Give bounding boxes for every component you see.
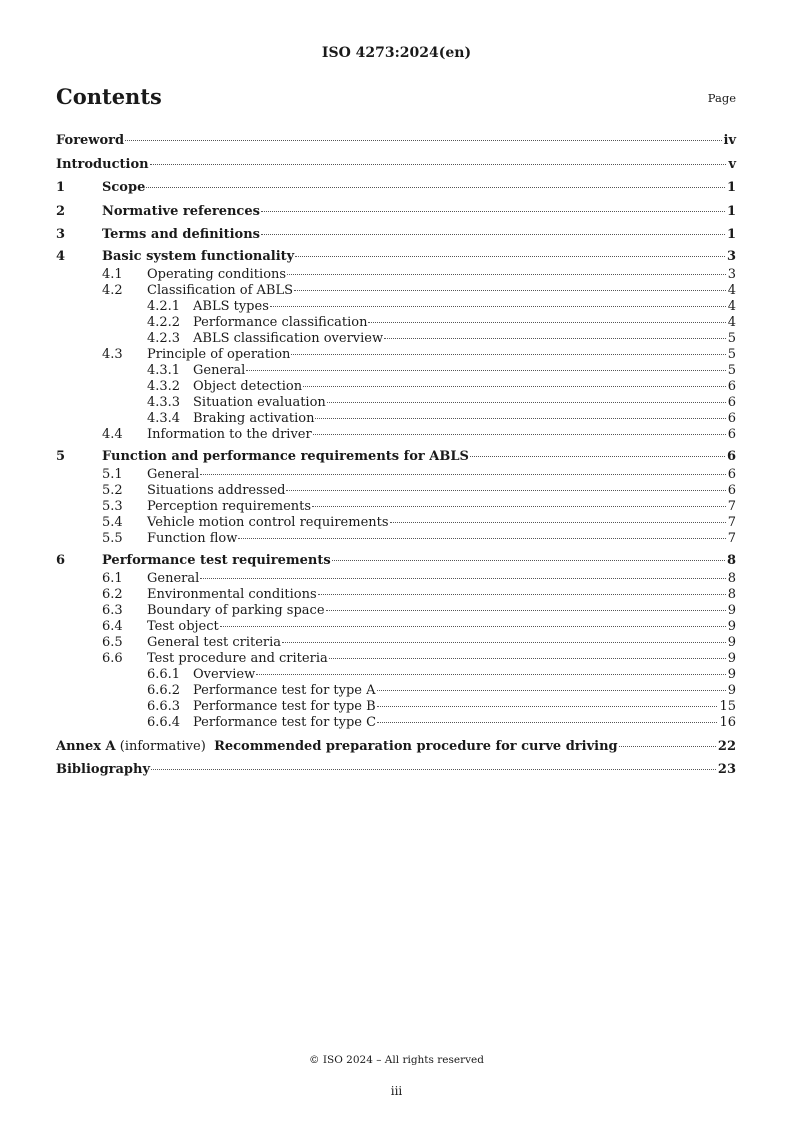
toc-entry-title: Basic system functionality [102,248,295,264]
toc-entry-number: 4.3.3 [147,394,181,410]
toc-entry-number: 3 [56,227,66,242]
toc-entry-4-3-3[interactable] [56,395,736,411]
toc-entry-title: Braking activation [193,410,315,426]
toc-entry-4-2[interactable] [56,283,736,299]
toc-entry-page: 8 [727,570,736,586]
document-header: ISO 4273:2024(en) [321,45,472,61]
toc-entry-2[interactable] [56,200,736,224]
toc-entry-page: 4 [727,298,736,314]
toc-entry-page: 6 [727,378,736,394]
toc-entry-page: 22 [717,738,736,754]
toc-entry-title: Recommended preparation procedure for curve driving [214,738,618,754]
toc-entry-title: Foreword [56,133,125,148]
toc-entry-number: 4.2.3 [147,330,181,346]
toc-entry-title: Boundary of parking space [147,602,325,618]
toc-entry-page: 5 [727,330,736,346]
toc-entry-number: 5.1 [102,466,123,482]
toc-entry-page: 4 [727,282,736,298]
toc-entry-number: 4.2.1 [147,298,181,314]
toc-entry-title: Perception requirements [147,498,312,514]
toc-entry-number: 4.3.2 [147,378,181,394]
toc-entry-page: 7 [727,514,736,530]
toc-entry-title: Performance test for type B [193,698,376,714]
toc-entry-5-2[interactable] [56,483,736,499]
toc-entry-number: 6.6.3 [147,698,181,714]
toc-entry-title: Environmental conditions [147,586,317,602]
toc-entry-page: 8 [727,586,736,602]
toc-entry-number: 6.4 [102,618,123,634]
toc-entry-6-6-1[interactable] [56,667,736,683]
toc-entry-page: 9 [727,650,736,666]
toc-entry-6-3[interactable] [56,603,736,619]
toc-entry-title: Function flow [147,530,238,546]
toc-entry-title: Overview [193,666,256,682]
toc-entry-number: 6.6 [102,650,123,666]
toc-entry-page: 7 [727,498,736,514]
copyright-footer: © ISO 2024 – All rights reserved [309,1054,484,1066]
toc-entry-title: Performance classification [193,314,368,330]
toc-entry-title: Vehicle motion control requirements [147,514,389,530]
toc-entry-6-6-3[interactable] [56,699,736,715]
toc-entry-number: 4.3.1 [147,362,181,378]
toc-entry-number: 4.3.4 [147,410,181,426]
toc-entry-5-5[interactable] [56,531,736,547]
toc-entry-4-2-3[interactable] [56,331,736,347]
toc-entry-title: Terms and definitions [102,227,260,242]
toc-entry-page: 6 [727,426,736,442]
toc-entry-number: 6.3 [102,602,123,618]
toc-entry-title: General test criteria [147,634,282,650]
toc-entry-number: 4.2.2 [147,314,181,330]
toc-entry-title: General [147,570,200,586]
page-column-label: Page [707,91,736,105]
toc-entry-number: 6.6.4 [147,714,181,730]
toc-entry-number: 4.1 [102,266,123,282]
toc-entry-title: Function and performance requirements for ABLS [102,448,469,464]
toc-entry-number: 6.5 [102,634,123,650]
toc-entry-page: 1 [726,227,736,242]
toc-entry-title: General [147,466,200,482]
toc-entry-4-2-2[interactable] [56,315,736,331]
toc-entry-title: Performance test for type C [193,714,377,730]
toc-entry-number: 6.6.2 [147,682,181,698]
toc-entry-page: 3 [727,266,736,282]
toc-entry-number: 5.5 [102,530,123,546]
toc-entry-title: ABLS types [193,298,269,314]
toc-entry-title: Introduction [56,156,149,172]
toc-entry-number: 2 [56,203,66,219]
toc-entry-title: General [193,362,246,378]
toc-entry-6-6[interactable] [56,651,736,667]
toc-entry-4-3-1[interactable] [56,363,736,379]
toc-entry-title: Scope [102,180,146,195]
page-title: Contents [56,84,162,109]
toc-entry-page: v [728,156,736,172]
toc-entry-title: ABLS classification overview [193,330,384,346]
toc-entry-number: 6 [56,552,66,568]
toc-entry-title: Test procedure and criteria [147,650,328,666]
toc-entry-page: 8 [726,552,736,568]
toc-entry-title: Situation evaluation [193,394,326,410]
toc-entry-number: 4 [56,248,66,264]
toc-entry-title: Classification of ABLS [147,282,294,298]
toc-entry-title: Performance test for type A [193,682,376,698]
toc-entry-6-6-4[interactable] [56,715,736,731]
toc-entry-title: Performance test requirements [102,552,331,568]
toc-entry-5-4[interactable] [56,515,736,531]
toc-entry-title: Operating conditions [147,266,287,282]
annex-label: Annex A [56,738,116,754]
toc-entry-4-3-2[interactable] [56,379,736,395]
toc-entry-number: 5.2 [102,482,123,498]
toc-entry-number: 5.3 [102,498,123,514]
toc-entry-6-5[interactable] [56,635,736,651]
toc-entry-page: 6 [726,448,736,464]
toc-entry-title: Situations addressed [147,482,286,498]
toc-entry-6-2[interactable] [56,587,736,603]
toc-entry-title: Test object [147,618,219,634]
toc-entry-title: Information to the driver [147,426,312,442]
toc-entry-number: 1 [56,180,66,195]
toc-entry-page: 5 [727,346,736,362]
toc-entry-5[interactable] [56,443,736,467]
toc-entry-page: 1 [726,203,736,219]
toc-entry-page: 23 [717,761,736,777]
toc-entry-number: 6.1 [102,570,123,586]
toc-entry-4-2-1[interactable] [56,299,736,315]
annex-qualifier: (informative) [119,738,206,754]
toc-entry-page: 4 [727,314,736,330]
toc-entry-page: 9 [727,666,736,682]
toc-entry-4-3[interactable] [56,347,736,363]
toc-entry-number: 4.3 [102,346,123,362]
toc-entry-6-4[interactable] [56,619,736,635]
toc-entry-page: 3 [726,248,736,264]
toc-entry-4-4[interactable] [56,427,736,443]
toc-entry-number: 6.6.1 [147,666,181,682]
toc-entry-page: 9 [727,602,736,618]
toc-entry-page: iv [723,133,736,148]
toc-entry-page: 6 [727,410,736,426]
toc-entry-number: 5.4 [102,514,123,530]
toc-entry-introduction[interactable] [56,153,736,177]
toc-entry-4-1[interactable] [56,267,736,283]
toc-entry-page: 9 [727,634,736,650]
toc-entry-page: 16 [719,714,736,730]
toc-entry-title: Principle of operation [147,346,291,362]
toc-entry-page: 5 [727,362,736,378]
table-of-contents [56,129,736,781]
toc-entry-page: 6 [727,482,736,498]
toc-entry-foreword[interactable] [56,129,736,153]
toc-entry-1[interactable] [56,176,736,200]
toc-entry-page: 9 [727,618,736,634]
toc-entry-page: 6 [727,394,736,410]
toc-entry-number: 6.2 [102,586,123,602]
toc-entry-annex-a[interactable] [56,731,736,758]
toc-entry-page: 6 [727,466,736,482]
toc-entry-6-1[interactable] [56,571,736,587]
toc-entry-page: 15 [719,698,736,714]
toc-entry-3[interactable] [56,223,736,247]
toc-entry-6-6-2[interactable] [56,683,736,699]
toc-entry-4-3-4[interactable] [56,411,736,427]
toc-entry-title: Object detection [193,378,303,394]
toc-entry-page: 1 [726,180,736,195]
toc-entry-number: 5 [56,448,66,464]
page-number: iii [390,1084,403,1098]
toc-entry-4[interactable] [56,247,736,267]
toc-entry-6[interactable] [56,547,736,571]
toc-entry-page: 7 [727,530,736,546]
toc-entry-number: 4.4 [102,426,123,442]
toc-entry-page: 9 [727,682,736,698]
toc-entry-number: 4.2 [102,282,123,298]
toc-entry-5-3[interactable] [56,499,736,515]
toc-entry-title: Bibliography [56,761,151,777]
toc-entry-title: Normative references [102,203,260,219]
